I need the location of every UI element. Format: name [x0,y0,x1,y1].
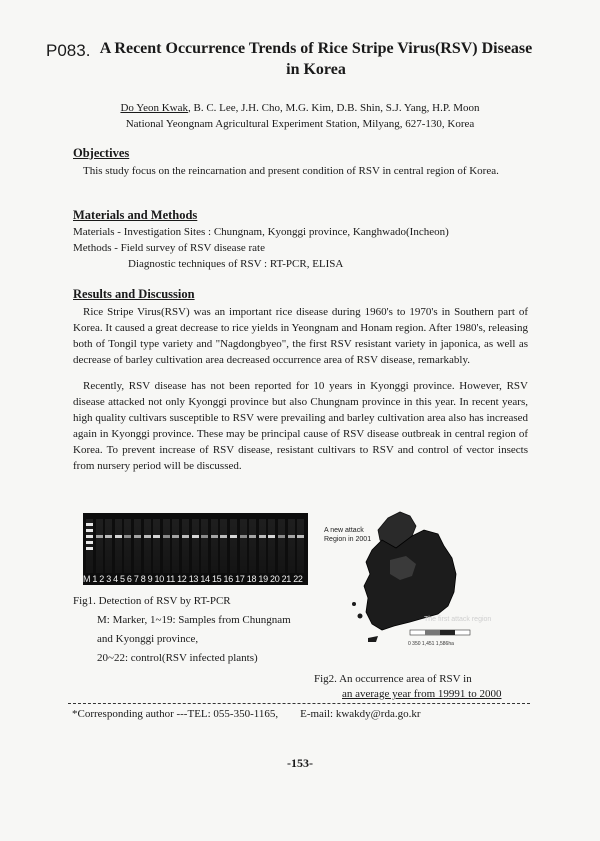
gel-band [297,535,304,538]
gel-band [86,523,93,526]
gel-lane [249,519,256,573]
gel-lane [278,519,285,573]
map-south-korea-body [364,530,456,630]
gel-band [288,535,295,538]
gel-band [144,535,151,538]
fig1-caption [73,592,291,668]
gel-band [134,535,141,538]
objectives-heading: Objectives [73,146,130,160]
map-label-first-attack: The first attack region [424,616,492,623]
fig1-caption-line-2: M: Marker, 1~19: Samples from Chungnam [97,614,291,626]
gel-lane [192,519,199,573]
title-line-1: A Recent Occurrence Trends of Rice Stripe Virus(RSV) Disease [99,40,533,57]
fig2-caption [314,670,501,704]
gel-band [86,529,93,532]
fig1-caption-title: Fig1. Detection of RSV by RT-PCR [73,595,231,607]
gel-band [86,535,93,538]
results-heading: Results and Discussion [73,287,195,301]
methods-materials: Materials - Investigation Sites : Chungnam, Kyonggi province, Kanghwado(Incheon) [73,226,449,238]
gel-lane [297,519,304,573]
title-line-2: in Korea [286,61,346,78]
gel-band [259,535,266,538]
gel-band [153,535,160,538]
results-paragraph-1: Rice Stripe Virus(RSV) was an important rice disease during 1960's to 1970's in Southern part of Korea. It caused a great decrease to rice yields in Yeongnam and Honam region. After 1980's, releasing both of Tongil type variety and "Nagdongbyeo", the first RSV resistant variety in japonica, as well as decrease of barley cultivation area decreased occurrence area of RSV disease, remarkably. [73,306,528,366]
gel-band [220,535,227,538]
results-paragraph-2: Recently, RSV disease has not been reported for 10 years in Kyonggi province. However, RSV disease attacked not only Kyonggi province but also Chungnam province in this year. In recent years, high quality cultivars susceptible to RSV were prevailing and barley cultivation area also has increased again in Kyonggi province. These may be principal cause of RSV disease outbreak in central region of Korea. To prevent increase of RSV disease, resistant cultivars to RSV and control of vector insects from nursery period will be discussed. [73,380,528,472]
gel-band [192,535,199,538]
gel-band [105,535,112,538]
map-island-2 [352,602,356,606]
map-scale-segment-dark [440,630,455,635]
gel-band [278,535,285,538]
map-scale-labels: 0 350 1,451 1,586ha [408,641,454,647]
gel-lane [201,519,208,573]
methods-heading: Materials and Methods [73,208,198,222]
gel-band [96,535,103,538]
gel-lane [124,519,131,573]
gel-band [230,535,237,538]
corresponding-author: *Corresponding author ---TEL: 055-350-1165, E-mail: kwakdy@rda.go.kr [72,708,421,720]
gel-lane [259,519,266,573]
page-number: -153- [287,756,313,770]
gel-lane [144,519,151,573]
fig1-caption-line-3: and Kyonggi province, [97,633,199,645]
gel-lane [230,519,237,573]
gel-lane [240,519,247,573]
gel-lane [211,519,218,573]
rt-pcr-gel-image [83,513,308,585]
footer-divider [68,703,530,704]
first-author: Do Yeon Kwak [120,102,188,114]
gel-lane [134,519,141,573]
gel-band [201,535,208,538]
gel-lane [86,519,93,573]
methods-methods: Methods - Field survey of RSV disease rate [73,242,265,254]
affiliation: National Yeongnam Agricultural Experiment Station, Milyang, 627-130, Korea [125,118,475,130]
gel-band [249,535,256,538]
gel-lane [288,519,295,573]
gel-band [172,535,179,538]
paper-code: P083. [46,41,91,60]
gel-band [86,547,93,550]
title-block [40,38,560,80]
gel-lane [172,519,179,573]
coauthors: , B. C. Lee, J.H. Cho, M.G. Kim, D.B. Shin, S.J. Yang, H.P. Moon [187,102,480,114]
gel-lane [105,519,112,573]
gel-lane [96,519,103,573]
author-block [0,100,600,132]
gel-band [182,535,189,538]
gel-lane [220,519,227,573]
gel-lane-labels: M 1 2 3 4 5 6 7 8 9 10 11 12 13 14 15 16 17 18 19 20 21 22 [83,574,303,584]
gel-lane [115,519,122,573]
gel-lane [268,519,275,573]
korea-map-graphic [320,500,515,650]
gel-lane [163,519,170,573]
objectives-text: This study focus on the reincarnation and present condition of RSV in central region of Korea. [83,165,499,177]
map-label-new-attack: A new attack Region in 2001 [324,527,372,543]
map-island-1 [358,614,363,619]
map-scale-segment [425,630,440,635]
methods-diagnostics: Diagnostic techniques of RSV : RT-PCR, ELISA [128,258,344,270]
paper-title [86,38,546,80]
gel-band [115,535,122,538]
fig1-caption-line-4: 20~22: control(RSV infected plants) [97,652,258,664]
fig2-caption-line-2: an average year from 19991 to 2000 [342,688,502,700]
gel-lane [153,519,160,573]
gel-band [268,535,275,538]
gel-band [124,535,131,538]
gel-lane [182,519,189,573]
gel-band [86,541,93,544]
gel-band [163,535,170,538]
gel-band [211,535,218,538]
rsv-occurrence-map [320,500,515,650]
map-island-3 [368,636,378,642]
gel-band [240,535,247,538]
fig2-caption-title: Fig2. An occurrence area of RSV in [314,673,472,685]
